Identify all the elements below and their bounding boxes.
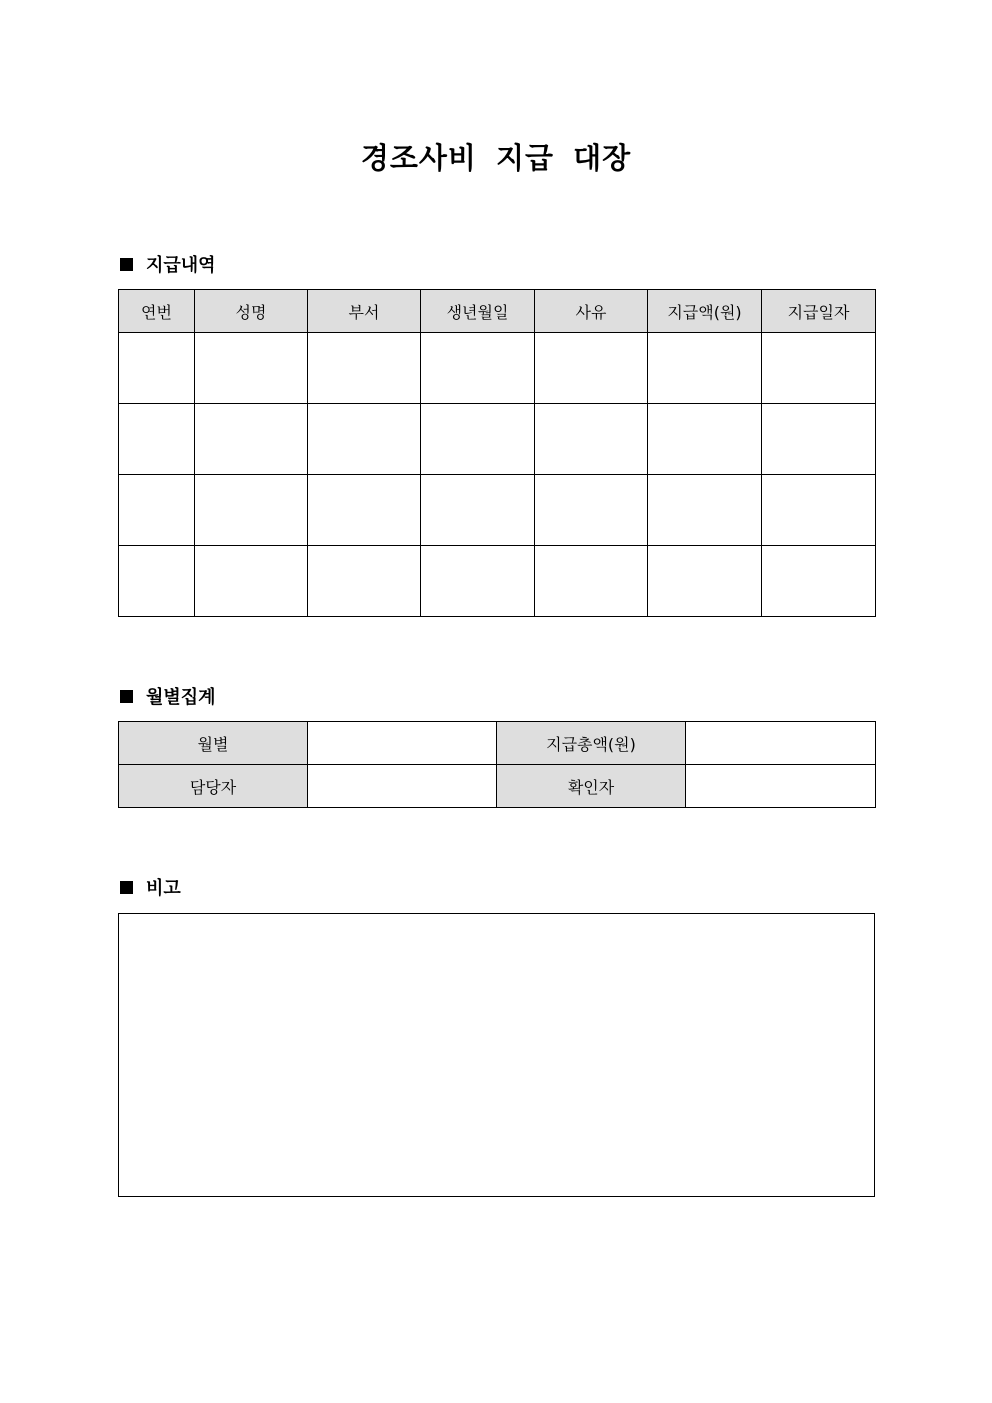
table-row — [119, 475, 876, 546]
square-bullet-icon — [120, 881, 133, 894]
table-cell[interactable] — [421, 475, 535, 546]
total-amount-label: 지급총액(원) — [497, 722, 686, 765]
table-cell[interactable] — [421, 333, 535, 404]
table-header-row — [119, 290, 876, 333]
square-bullet-icon — [120, 690, 133, 703]
section-heading-remarks — [118, 875, 181, 899]
table-row — [119, 765, 876, 808]
page-title: 경조사비 지급 대장 — [360, 141, 632, 175]
table-cell[interactable] — [308, 546, 421, 617]
table-cell[interactable] — [535, 475, 648, 546]
section-heading-monthly-summary — [118, 684, 216, 708]
table-cell[interactable] — [648, 333, 762, 404]
table-cell[interactable] — [421, 546, 535, 617]
payment-details-table — [118, 289, 876, 617]
section-title: 월별집계 — [146, 687, 216, 708]
table-cell[interactable] — [648, 546, 762, 617]
table-cell[interactable] — [308, 475, 421, 546]
table-cell[interactable] — [119, 404, 195, 475]
table-cell[interactable] — [119, 546, 195, 617]
table-cell[interactable] — [535, 333, 648, 404]
column-header-reason: 사유 — [535, 290, 648, 333]
table-cell[interactable] — [195, 475, 308, 546]
column-header-birthdate: 생년월일 — [421, 290, 535, 333]
table-cell[interactable] — [308, 404, 421, 475]
table-row — [119, 333, 876, 404]
column-header-department: 부서 — [308, 290, 421, 333]
table-cell[interactable] — [535, 404, 648, 475]
table-cell[interactable] — [762, 333, 876, 404]
column-header-payment-date: 지급일자 — [762, 290, 876, 333]
column-header-amount: 지급액(원) — [648, 290, 762, 333]
table-cell[interactable] — [762, 546, 876, 617]
table-row — [119, 722, 876, 765]
confirmer-value-cell[interactable] — [686, 765, 876, 808]
confirmer-label: 확인자 — [497, 765, 686, 808]
table-cell[interactable] — [119, 475, 195, 546]
section-title: 비고 — [146, 878, 181, 899]
column-header-name: 성명 — [195, 290, 308, 333]
table-cell[interactable] — [195, 404, 308, 475]
month-label: 월별 — [119, 722, 308, 765]
monthly-summary-table — [118, 721, 876, 808]
table-row — [119, 546, 876, 617]
square-bullet-icon — [120, 258, 133, 271]
table-row — [119, 404, 876, 475]
month-value-cell[interactable] — [308, 722, 497, 765]
section-title: 지급내역 — [146, 255, 216, 276]
table-cell[interactable] — [119, 333, 195, 404]
remarks-box[interactable] — [118, 913, 875, 1197]
column-header-serial: 연번 — [119, 290, 195, 333]
table-cell[interactable] — [308, 333, 421, 404]
table-cell[interactable] — [195, 546, 308, 617]
table-cell[interactable] — [762, 404, 876, 475]
table-cell[interactable] — [421, 404, 535, 475]
table-cell[interactable] — [648, 404, 762, 475]
table-cell[interactable] — [648, 475, 762, 546]
manager-label: 담당자 — [119, 765, 308, 808]
total-amount-value-cell[interactable] — [686, 722, 876, 765]
table-cell[interactable] — [195, 333, 308, 404]
table-cell[interactable] — [535, 546, 648, 617]
section-heading-payment-details — [118, 252, 216, 276]
table-cell[interactable] — [762, 475, 876, 546]
manager-value-cell[interactable] — [308, 765, 497, 808]
